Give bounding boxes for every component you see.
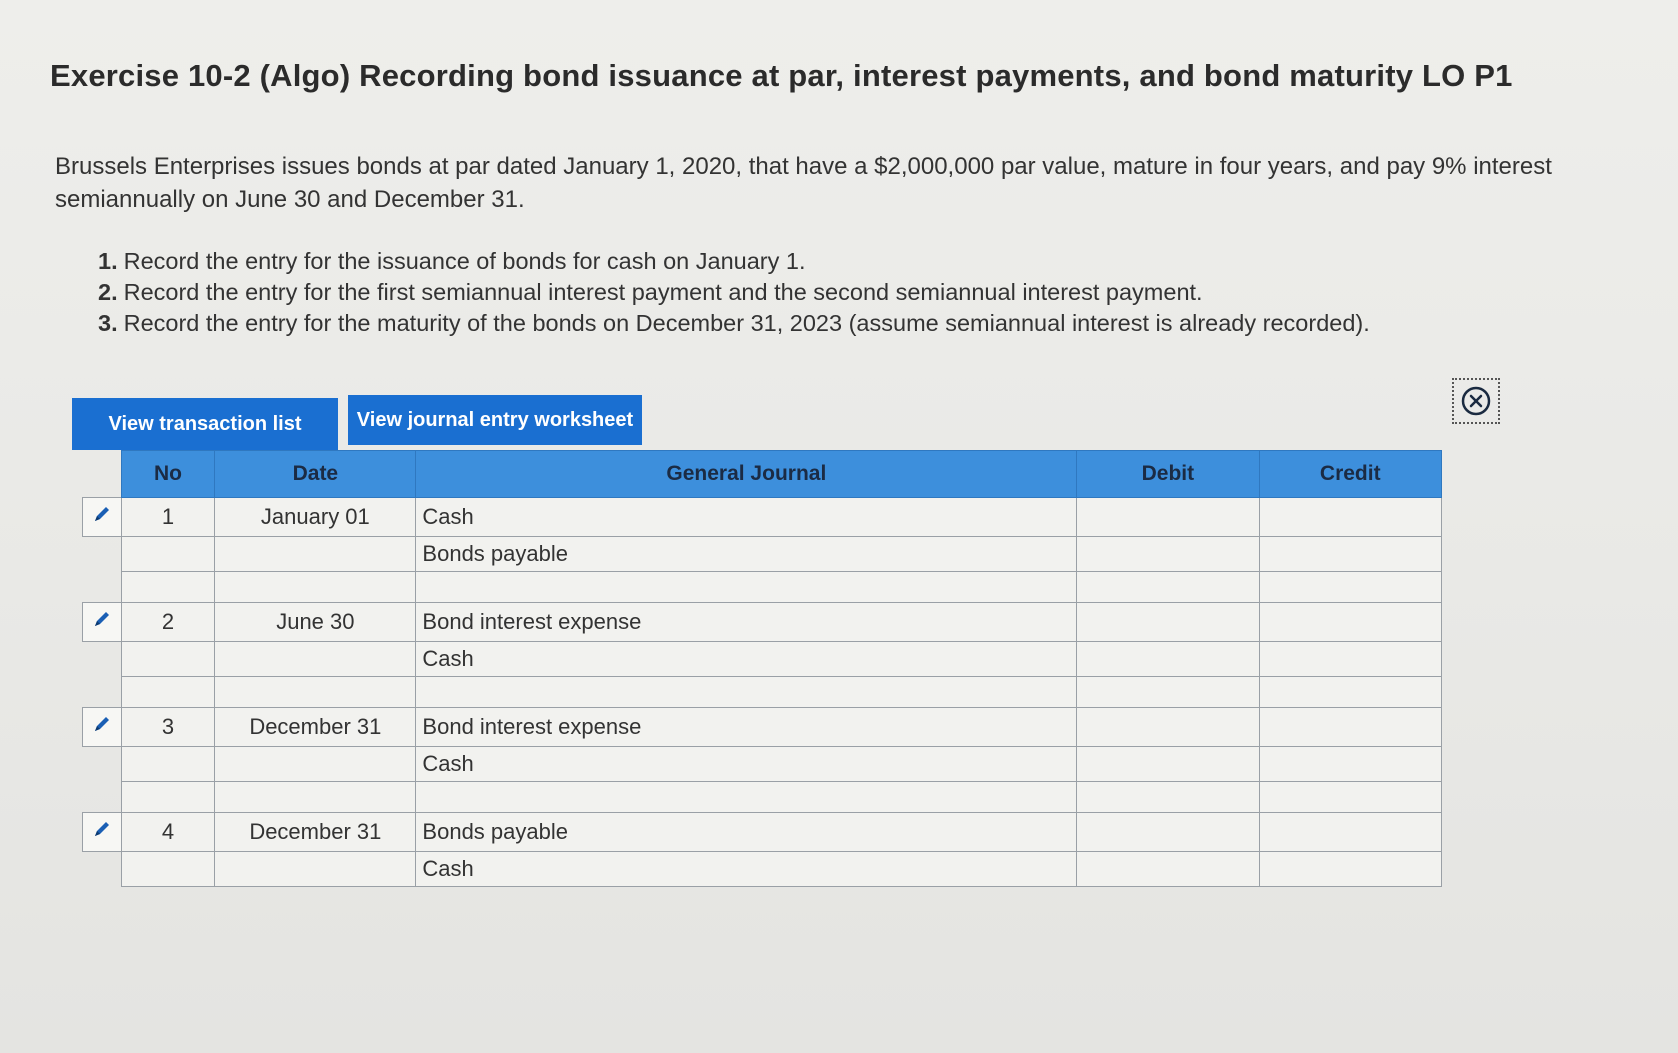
table-row <box>83 677 1442 708</box>
task-text: Record the entry for the maturity of the bonds on December 31, 2023 (assume semiannual interest is already recorded). <box>123 310 1370 336</box>
table-row <box>83 642 1442 677</box>
task-text: Record the entry for the issuance of bonds for cash on January 1. <box>123 248 806 274</box>
account-cell[interactable] <box>416 572 1077 603</box>
credit-cell[interactable] <box>1259 677 1441 708</box>
view-transaction-list-button[interactable]: View transaction list <box>72 398 338 450</box>
entry-number: 3 <box>121 708 215 747</box>
debit-cell[interactable] <box>1077 603 1259 642</box>
task-list <box>98 246 1370 339</box>
entry-number: 1 <box>121 498 215 537</box>
account-cell[interactable]: Bond interest expense <box>416 603 1077 642</box>
task-text: Record the entry for the first semiannual interest payment and the second semiannual interest payment. <box>123 279 1203 305</box>
close-icon[interactable] <box>1452 378 1500 424</box>
debit-cell[interactable] <box>1077 537 1259 572</box>
debit-cell[interactable] <box>1077 782 1259 813</box>
credit-cell[interactable] <box>1259 642 1441 677</box>
debit-cell[interactable] <box>1077 642 1259 677</box>
account-cell[interactable]: Cash <box>416 852 1077 887</box>
table-row <box>83 813 1442 852</box>
edit-entry-3-button[interactable] <box>83 708 122 747</box>
task-item <box>98 277 1370 308</box>
table-row <box>83 498 1442 537</box>
edit-entry-4-button[interactable] <box>83 813 122 852</box>
credit-column-header: Credit <box>1259 451 1441 498</box>
journal-table <box>82 450 1442 887</box>
entry-date: January 01 <box>215 498 416 537</box>
view-journal-entry-worksheet-button[interactable]: View journal entry worksheet <box>348 395 642 445</box>
pencil-icon <box>91 503 113 525</box>
entry-number: 2 <box>121 603 215 642</box>
account-cell[interactable] <box>416 677 1077 708</box>
entry-number: 4 <box>121 813 215 852</box>
task-number: 2. <box>98 279 118 305</box>
account-cell[interactable]: Cash <box>416 747 1077 782</box>
credit-cell[interactable] <box>1259 813 1441 852</box>
debit-cell[interactable] <box>1077 572 1259 603</box>
credit-cell[interactable] <box>1259 572 1441 603</box>
general-journal-column-header: General Journal <box>416 451 1077 498</box>
debit-cell[interactable] <box>1077 498 1259 537</box>
debit-cell[interactable] <box>1077 852 1259 887</box>
account-cell[interactable] <box>416 782 1077 813</box>
entry-date: December 31 <box>215 708 416 747</box>
task-item <box>98 308 1370 339</box>
credit-cell[interactable] <box>1259 852 1441 887</box>
table-row <box>83 747 1442 782</box>
credit-cell[interactable] <box>1259 747 1441 782</box>
credit-cell[interactable] <box>1259 603 1441 642</box>
table-row <box>83 708 1442 747</box>
edit-entry-1-button[interactable] <box>83 498 122 537</box>
pencil-icon <box>91 818 113 840</box>
account-cell[interactable]: Bonds payable <box>416 813 1077 852</box>
account-cell[interactable]: Bonds payable <box>416 537 1077 572</box>
debit-cell[interactable] <box>1077 677 1259 708</box>
table-row <box>83 537 1442 572</box>
debit-cell[interactable] <box>1077 747 1259 782</box>
table-row <box>83 852 1442 887</box>
exercise-title: Exercise 10-2 (Algo) Recording bond issuance at par, interest payments, and bond maturity LO P1 <box>50 58 1513 93</box>
table-row <box>83 603 1442 642</box>
credit-cell[interactable] <box>1259 537 1441 572</box>
credit-cell[interactable] <box>1259 498 1441 537</box>
credit-cell[interactable] <box>1259 782 1441 813</box>
pencil-icon <box>91 713 113 735</box>
debit-cell[interactable] <box>1077 813 1259 852</box>
account-cell[interactable]: Cash <box>416 642 1077 677</box>
edit-entry-2-button[interactable] <box>83 603 122 642</box>
credit-cell[interactable] <box>1259 708 1441 747</box>
task-item <box>98 246 1370 277</box>
no-column-header: No <box>121 451 215 498</box>
edit-column-header <box>83 451 122 498</box>
date-column-header: Date <box>215 451 416 498</box>
task-number: 1. <box>98 248 118 274</box>
entry-date: December 31 <box>215 813 416 852</box>
debit-cell[interactable] <box>1077 708 1259 747</box>
table-row <box>83 572 1442 603</box>
entry-date: June 30 <box>215 603 416 642</box>
pencil-icon <box>91 608 113 630</box>
account-cell[interactable]: Cash <box>416 498 1077 537</box>
table-row <box>83 782 1442 813</box>
journal-header-row <box>83 451 1442 498</box>
account-cell[interactable]: Bond interest expense <box>416 708 1077 747</box>
close-circle-icon <box>1460 385 1492 417</box>
debit-column-header: Debit <box>1077 451 1259 498</box>
problem-intro: Brussels Enterprises issues bonds at par dated January 1, 2020, that have a $2,000,000 par value, mature in four years, and pay 9% interest semiannually on June 30 and December 31. <box>55 153 1552 213</box>
task-number: 3. <box>98 310 118 336</box>
